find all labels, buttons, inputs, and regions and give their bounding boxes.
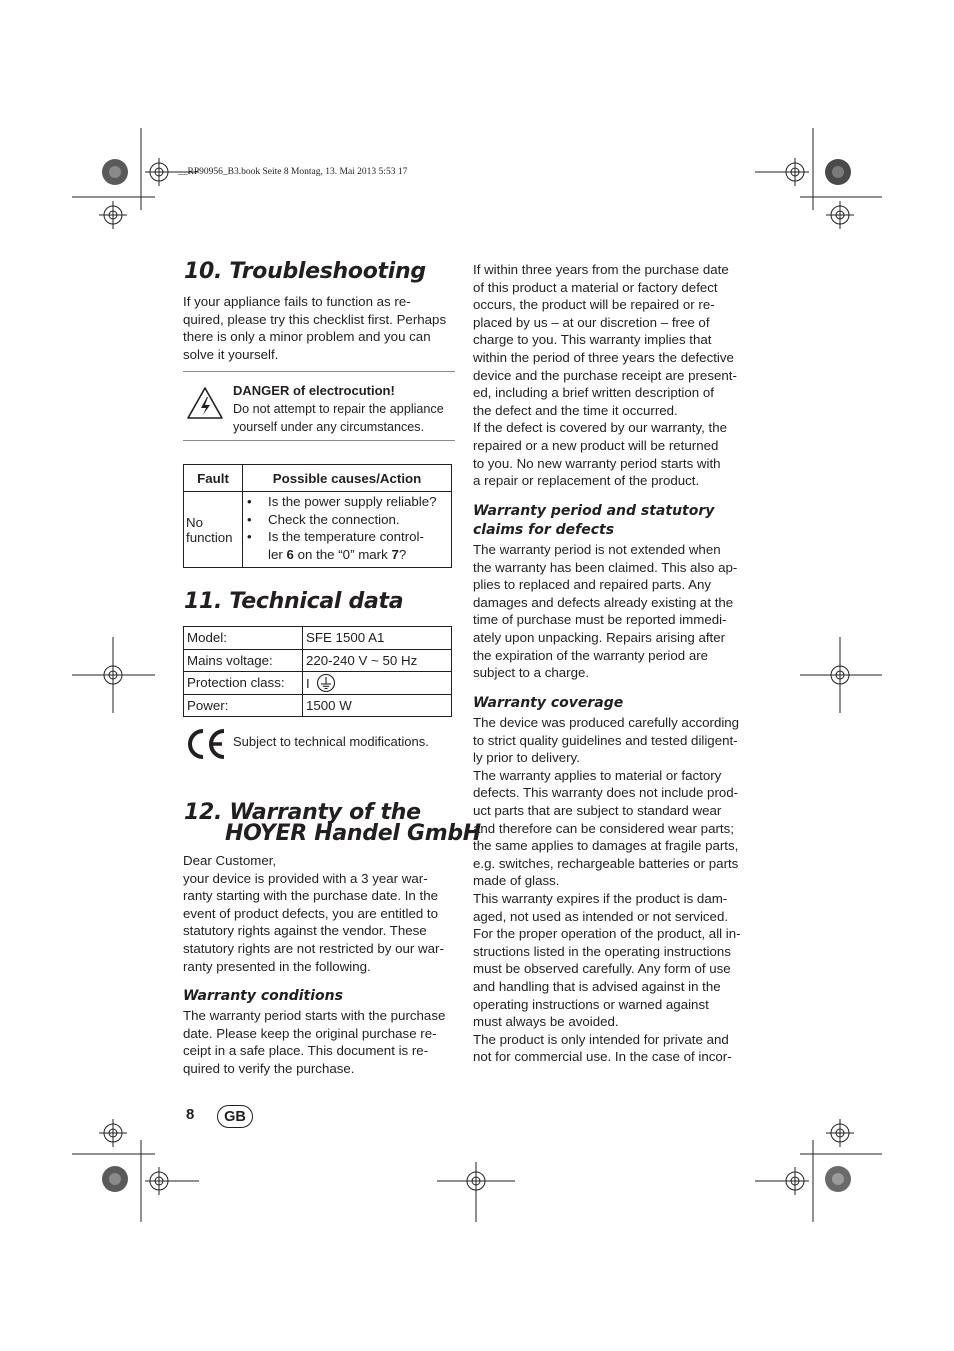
country-code-badge: GB bbox=[217, 1105, 253, 1128]
cause-item: • Is the temperature control- ler 6 on the “0” mark 7? bbox=[243, 528, 451, 563]
fault-table bbox=[183, 464, 452, 568]
fault-cell: No function bbox=[184, 492, 243, 568]
warranty-coverage-heading: Warranty coverage bbox=[473, 695, 624, 711]
warranty-intro: Dear Customer, your device is provided with a 3 year war- ranty starting with the purchase date. In the event of product defects, you are entitled to statutory rights against the vendor. These statutory rights are not restricted by our war- ranty presented in the following. bbox=[183, 853, 444, 974]
ce-note: Subject to technical modifications. bbox=[233, 734, 429, 749]
tech-label: Protection class: bbox=[184, 672, 303, 695]
danger-title: DANGER of electrocution! bbox=[233, 383, 395, 398]
tech-value: 220-240 V ~ 50 Hz bbox=[303, 649, 452, 672]
warranty-conditions-text: The warranty period starts with the purchase date. Please keep the original purchase re- ceipt in a safe place. This document is re- quired to verify the purchase. bbox=[183, 1008, 446, 1076]
warranty-period-heading: Warranty period and statutory claims for defects bbox=[473, 503, 715, 538]
tech-value: I bbox=[303, 672, 452, 695]
cause-item: • Check the connection. bbox=[243, 511, 451, 529]
tech-value: 1500 W bbox=[303, 694, 452, 717]
warranty-repair-text: If within three years from the purchase date of this product a material or factory defect occurs, the product will be repaired or re- placed by us – at our discretion – free of charge to you. This warranty implies that within the period of three years the defective device and the purchase receipt are present- ed, including a brief written description of the defect and the time it occurred. If the defect is covered by our warranty, the repaired or a new product will be returned to you. No new warranty period starts with a repair or replacement of the product. bbox=[473, 262, 737, 489]
troubleshooting-heading: 10. Troubleshooting bbox=[184, 259, 426, 284]
causes-col-header: Possible causes/Action bbox=[243, 465, 452, 492]
troubleshooting-intro: If your appliance fails to function as re- quired, please try this checklist first. Perhaps there is only a minor problem and you can solve it yourself. bbox=[183, 294, 447, 362]
page-number: 8 bbox=[186, 1106, 195, 1123]
fault-col-header: Fault bbox=[184, 465, 243, 492]
technical-data-table bbox=[183, 626, 452, 717]
technical-data-heading: 11. Technical data bbox=[184, 589, 404, 614]
tech-label: Mains voltage: bbox=[184, 649, 303, 672]
ce-mark-icon bbox=[185, 728, 227, 760]
cause-item: • Is the power supply reliable? bbox=[243, 493, 451, 511]
print-header: __RP90956_B3.book Seite 8 Montag, 13. Mai 2013 5:53 17 bbox=[178, 167, 408, 177]
danger-text: Do not attempt to repair the appliance yourself under any circumstances. bbox=[233, 402, 444, 434]
warranty-heading: 12. Warranty of the HOYER Handel GmbH bbox=[184, 800, 481, 846]
tech-label: Power: bbox=[184, 694, 303, 717]
warranty-conditions-heading: Warranty conditions bbox=[183, 988, 343, 1004]
causes-cell bbox=[243, 492, 452, 568]
warranty-coverage-text: The device was produced carefully according to strict quality guidelines and tested diligent- ly prior to delivery. The warranty applies to material or factory defects. This warranty does not include prod- uct parts that are subject to standard wear and therefore can be considered wear parts; the same applies to damages at fragile parts, e.g. switches, rechargeable batteries or parts made of glass. This warranty expires if the product is dam- aged, not used as intended or not serviced. For the proper operation of the product, all in- structions listed in the operating instructions must be observed carefully. Any form of use and handling that is advised against in the operating instructions or warned against must always be avoided. The product is only intended for private and not for commercial use. In the case of incor- bbox=[473, 715, 741, 1065]
tech-label: Model: bbox=[184, 627, 303, 650]
warning-electrocution-icon bbox=[186, 386, 224, 420]
protective-earth-icon bbox=[316, 673, 336, 693]
warranty-period-text: The warranty period is not extended when the warranty has been claimed. This also ap- plies to replaced and repaired parts. Any damages and defects already existing at the time of purchase must be reported immedi- ately upon unpacking. Repairs arising after the expiration of the warranty period are subject to a charge. bbox=[473, 542, 738, 681]
tech-value: SFE 1500 A1 bbox=[303, 627, 452, 650]
danger-notice bbox=[183, 371, 455, 441]
